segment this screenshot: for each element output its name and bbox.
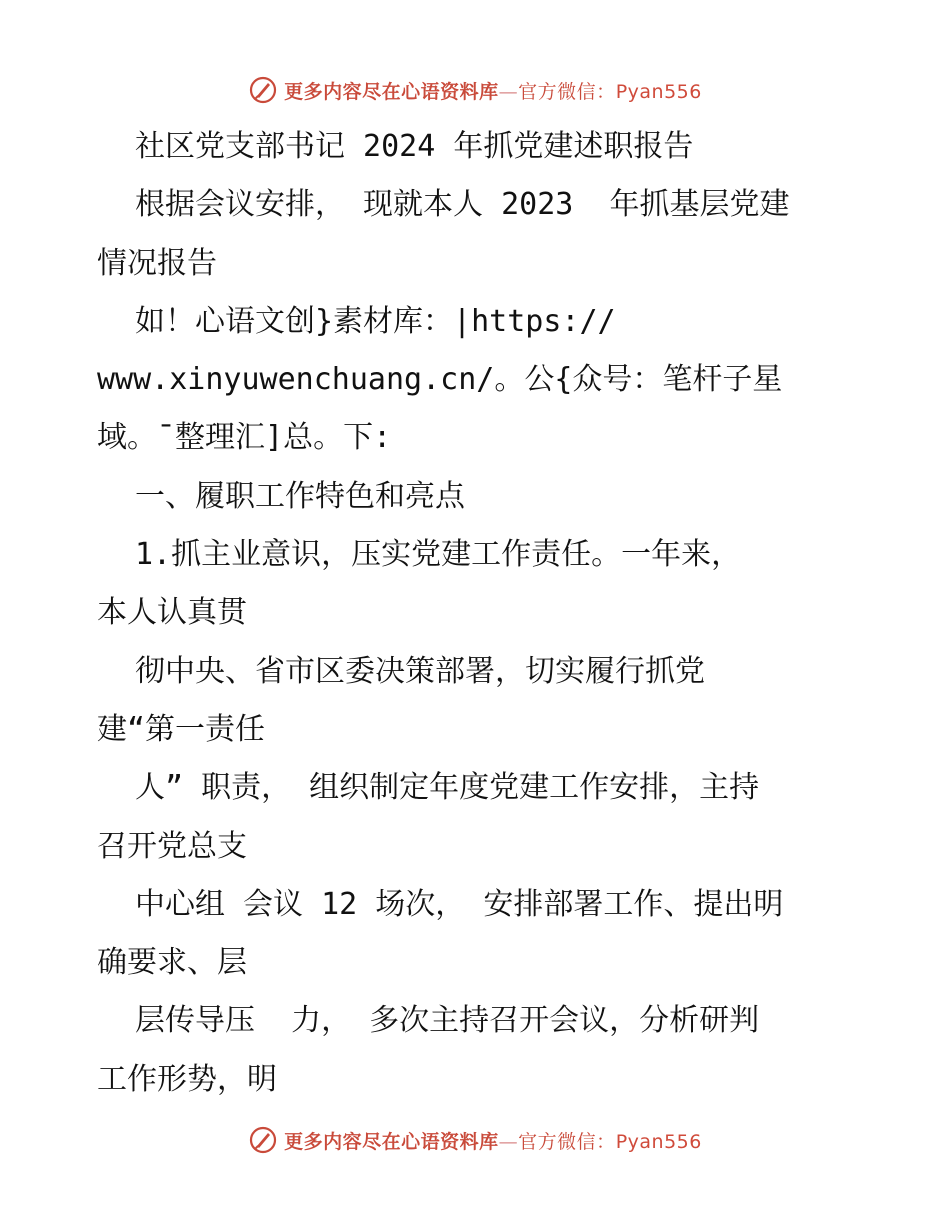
document-line: 人” 职责， 组织制定年度党建工作安排，主持: [135, 770, 760, 806]
document-line: 社区党支部书记 2024 年抓党建述职报告: [135, 129, 694, 164]
banner-brand-text: Pyan556: [615, 80, 702, 103]
document-line: 工作形势，明: [97, 1061, 277, 1097]
banner-main-text: 更多内容尽在心语资料库: [284, 80, 499, 103]
document-line: 情况报告: [97, 245, 217, 281]
quill-logo-icon: [248, 75, 278, 105]
document-body: [97, 118, 867, 1109]
document-line: 一、履职工作特色和亮点: [135, 478, 465, 514]
document-line: 层传导压 力， 多次主持召开会议，分析研判: [135, 1003, 760, 1039]
banner-brand-text: Pyan556: [615, 1130, 702, 1153]
banner-dash: —: [498, 80, 519, 103]
document-line: 如！心语文创}素材库：|https://: [135, 303, 616, 339]
banner-dash: —: [498, 1130, 519, 1153]
document-line: 中心组 会议 12 场次， 安排部署工作、提出明: [135, 886, 784, 922]
header-watermark-banner: [0, 70, 950, 110]
document-line: 根据会议安排， 现就本人 2023 年抓基层党建: [135, 187, 790, 223]
banner-sub-text: 官方微信：: [518, 80, 616, 103]
footer-watermark-banner: [0, 1120, 950, 1160]
banner-main-text: 更多内容尽在心语资料库: [284, 1130, 499, 1153]
document-line: 确要求、层: [97, 945, 247, 981]
banner-text: [284, 77, 702, 104]
document-line: 域。¯整理汇]总。下:: [97, 420, 392, 456]
document-line: 本人认真贯: [97, 595, 247, 631]
document-line: www.xinyuwenchuang.cn/。公{众号：笔杆子星: [97, 362, 783, 398]
document-line: 1.抓主业意识，压实党建工作责任。一年来，: [135, 537, 742, 573]
quill-logo-icon: [248, 1125, 278, 1155]
banner-sub-text: 官方微信：: [518, 1130, 616, 1153]
document-line: 彻中央、省市区委决策部署，切实履行抓党: [135, 653, 705, 689]
document-line: 建“第一责任: [97, 711, 266, 747]
banner-text: [284, 1127, 702, 1154]
document-line: 召开党总支: [97, 828, 247, 864]
